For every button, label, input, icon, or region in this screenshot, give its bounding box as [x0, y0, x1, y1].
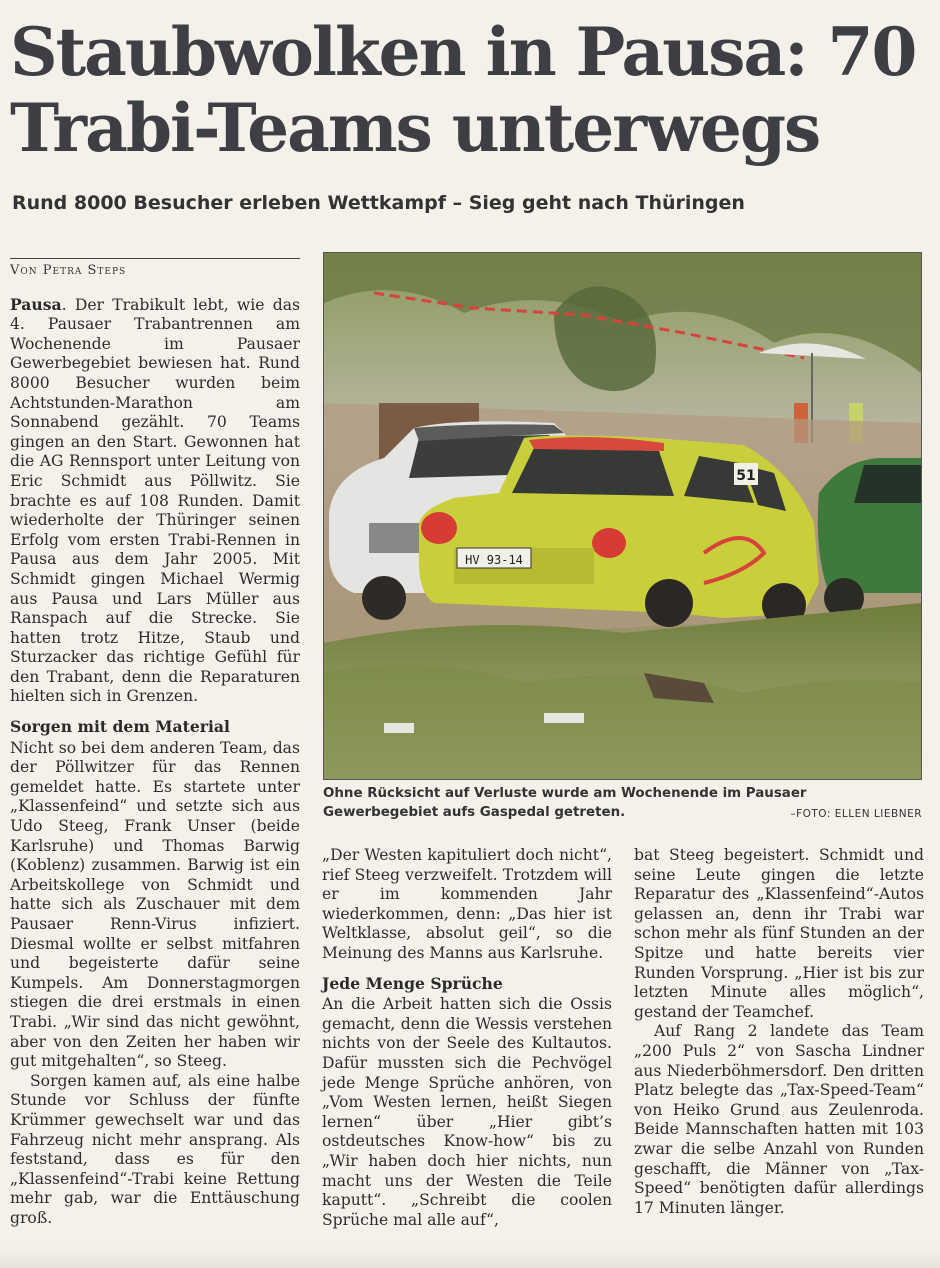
byline: Von Petra Steps: [10, 258, 300, 281]
car-number: 51: [736, 468, 756, 484]
article-column-1: [10, 258, 300, 1229]
headline: Staubwolken in Pausa: 70 Trabi-Teams unterwegs: [10, 13, 916, 167]
lead-paragraph: [10, 295, 300, 707]
article-column-3: [634, 846, 924, 1218]
section-heading-sprueche: Jede Menge Sprüche: [322, 973, 503, 993]
article-column-2: [322, 846, 612, 1230]
photo-credit: –FOTO: ELLEN LIEBNER: [790, 808, 922, 820]
subheadline: Rund 8000 Besucher erleben Wettkampf – Sieg geht nach Thüringen: [12, 192, 745, 214]
paragraph-reparatur: bat Steeg begeistert. Schmidt und seine Leute gingen die letzte Reparatur des „Klassenfeind“-Autos gelassen an, denn ihr Trabi war schon mehr als fünf Stunden an der Spitze und hatte bereits vier Runden Vorsprung. „Hier ist bis zur letzten Minute alles möglich“, gestand der Teamchef.: [634, 846, 924, 1021]
paragraph-rang2: Auf Rang 2 landete das Team „200 Puls 2“ von Sascha Lindner aus Niederböhmersdorf. Den dritten Platz belegte das „Tax-Speed-Team“ von Heiko Grund aus Zeulenroda. Beide Mannschaften hatten mit 103 zwar die selbe Anzahl von Runden geschafft, die Männer von „Tax-Speed“ benötigten dafür allerdings 17 Minuten länger.: [634, 1022, 924, 1217]
dateline-place: Pausa: [10, 294, 62, 314]
photo-caption: Ohne Rücksicht auf Verluste wurde am Wochenende im Pausaer Gewerbegebiet aufs Gaspedal getreten.: [323, 786, 807, 820]
paragraph-klassenfeind: Nicht so bei dem anderen Team, das der Pöllwitzer für das Rennen gemeldet hatte. Es startete unter „Klassenfeind“ und setzte sich aus Udo Steeg, Frank Unser (beide Karlsruhe) und Thomas Barwig (Koblenz) zusammen. Barwig ist ein Arbeitskollege von Schmidt und hatte sich als Zuschauer mit dem Pausaer Renn-Virus infiziert. Diesmal wollte er selbst mitfahren und begeisterte dafür seine Kumpels. Am Donnerstagmorgen stiegen die drei erstmals in einen Trabi. „Wir sind das nicht gewöhnt, aber von den Zeiten her haben wir gut mitgehalten“, so Steeg.: [10, 738, 300, 1071]
race-photo: [323, 252, 922, 780]
page-bottom-bleed: [0, 1246, 940, 1268]
license-plate: HV 93-14: [465, 553, 523, 567]
section-heading-material: Sorgen mit dem Material: [10, 717, 230, 737]
paragraph-westen: „Der Westen kapituliert doch nicht“, rief Steeg verzweifelt. Trotzdem will er im kommenden Jahr wiederkommen, denn: „Das hier ist Weltklasse, absolut geil“, so die Meinung des Manns aus Karlsruhe.: [322, 846, 612, 962]
paragraph-sprueche: An die Arbeit hatten sich die Ossis gemacht, denn die Wessis verstehen nichts von der Seele des Kultautos. Dafür mussten sich die Pechvögel jede Menge Sprüche anhören, von „Vom Westen lernen, heißt Siegen lernen“ über „Hier gibt’s ostdeutsches Know-how“ bis zu „Wir haben doch hier nichts, nun macht uns der Westen die Teile kaputt“. „Schreibt die coolen Sprüche mal alle auf“,: [322, 995, 612, 1229]
paragraph-sorgen: Sorgen kamen auf, als eine halbe Stunde vor Schluss der fünfte Krümmer gewechselt war und das Fahrzeug nicht mehr ansprang. Als feststand, dass es für den „Klassenfeind“-Trabi keine Rettung mehr gab, war die Enttäuschung groß.: [10, 1071, 300, 1227]
lead-text: . Der Trabikult lebt, wie das 4. Pausaer Trabantrennen am Wochenende im Pausaer Gewerbegebiet bewiesen hat. Rund 8000 Besucher wurden beim Achtstunden-Marathon am Sonnabend gezählt. 70 Teams gingen an den Start. Gewonnen hat die AG Rennsport unter Leitung von Eric Schmidt aus Pöllwitz. Sie brachte es auf 108 Runden. Damit wiederholte der Thüringer seinen Erfolg vom ersten Trabi-Rennen in Pausa aus dem Jahr 2005. Mit Schmidt gingen Michael Wermig aus Pausa und Lars Müller aus Ranspach auf die Strecke. Sie hatten trotz Hitze, Staub und Sturzacker das richtige Gefühl für den Trabant, denn die Reparaturen hielten sich in Grenzen.: [10, 295, 300, 706]
